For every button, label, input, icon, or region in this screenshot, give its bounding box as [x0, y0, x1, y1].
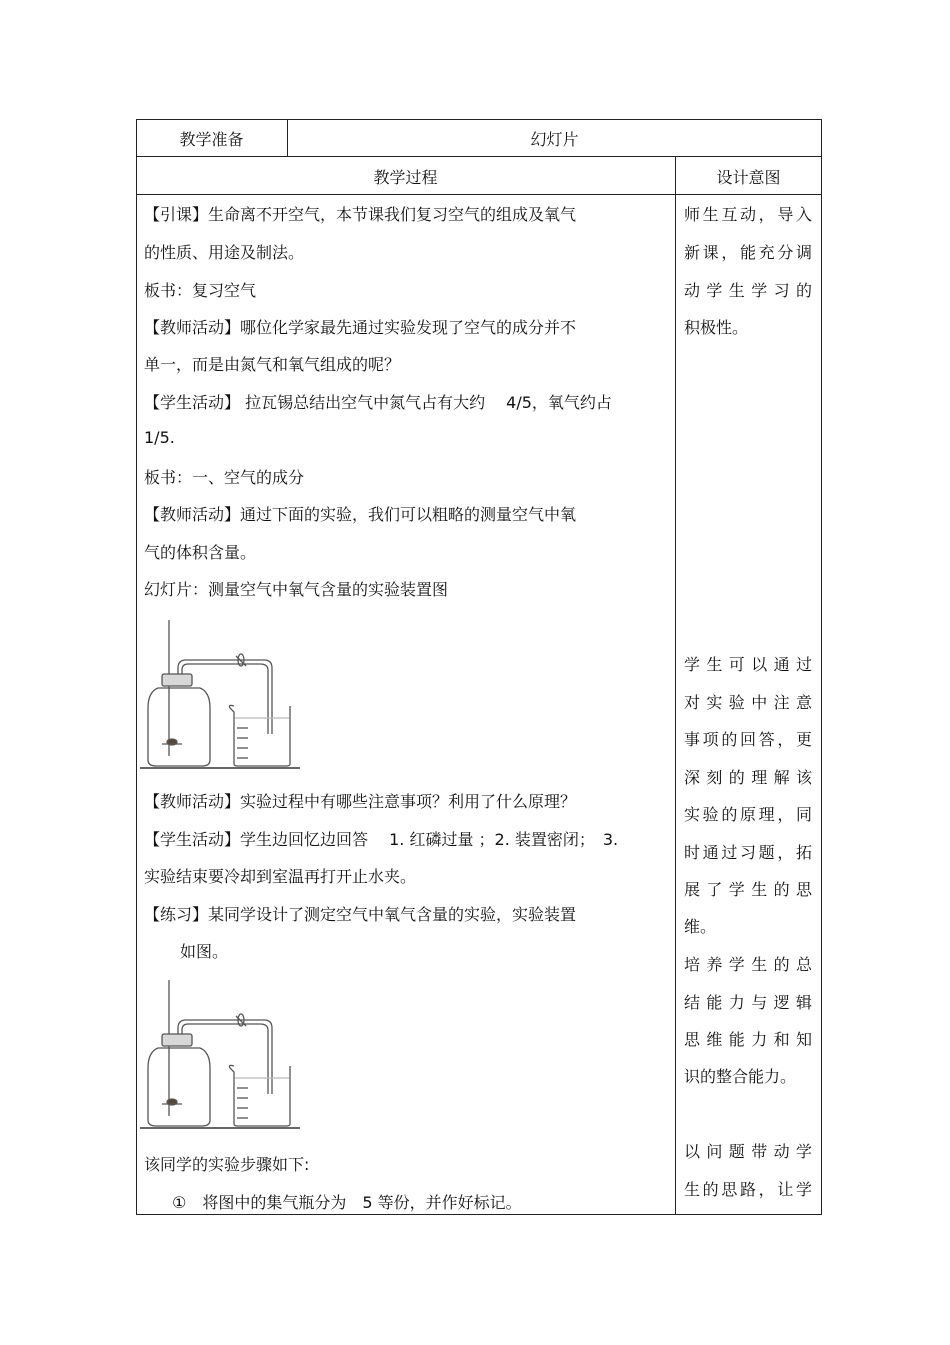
process-line: ① 将图中的集气瓶分为 5 等份，并作好标记。: [172, 1193, 522, 1212]
process-line: 的性质、用途及制法。: [144, 243, 305, 262]
process-line: 【教师活动】哪位化学家最先通过实验发现了空气的成分并不: [144, 318, 577, 337]
intent-line: 动学生学习的: [684, 281, 812, 300]
table-divider-intent: [675, 156, 676, 1215]
process-line: 【练习】某同学设计了测定空气中氧气含量的实验，实验装置: [144, 905, 577, 924]
process-column-header: 教学过程: [373, 168, 438, 187]
exercise-apparatus-diagram: [140, 976, 300, 1132]
prep-value: 幻灯片: [530, 130, 579, 149]
process-line: 板书：复习空气: [144, 281, 257, 300]
intent-line: 对实验中注意: [684, 693, 812, 712]
prep-label: 教学准备: [179, 130, 244, 149]
intent-line: 结能力与逻辑: [684, 993, 812, 1012]
intent-line: 维。: [684, 917, 717, 936]
process-line: 幻灯片：测量空气中氧气含量的实验装置图: [144, 580, 449, 599]
intent-line: 以问题带动学: [684, 1142, 812, 1161]
intent-line: 实验的原理，同: [684, 805, 812, 824]
intent-line: 时通过习题，拓: [684, 843, 812, 862]
intent-line: 事项的回答，更: [684, 730, 812, 749]
intent-line: 生的思路，让学: [684, 1180, 812, 1199]
process-line: 【引课】生命离不开空气，本节课我们复习空气的组成及氧气: [144, 205, 577, 224]
intent-column-header: 设计意图: [716, 168, 781, 187]
process-line: 单一，而是由氮气和氧气组成的呢？: [144, 355, 401, 374]
intent-line: 新课，能充分调: [684, 243, 812, 262]
process-line: 实验结束要冷却到室温再打开止水夹。: [144, 867, 417, 886]
intent-line: 深刻的理解该: [684, 768, 812, 787]
intent-line: 师生互动，导入: [684, 205, 812, 224]
process-line: 气的体积含量。: [144, 543, 257, 562]
table-divider-columns: [136, 194, 822, 195]
process-line: 板书：一、空气的成分: [144, 468, 305, 487]
process-line: 该同学的实验步骤如下:: [144, 1155, 310, 1174]
intent-line: 识的整合能力。: [684, 1067, 797, 1086]
intent-line: 积极性。: [684, 318, 749, 337]
process-line: 【教师活动】通过下面的实验，我们可以粗略的测量空气中氧: [144, 505, 577, 524]
process-line: 1/5.: [144, 428, 175, 447]
intent-line: 思维能力和知: [684, 1030, 812, 1049]
intent-line: 学生可以通过: [684, 655, 812, 674]
process-line: 【学生活动】 拉瓦锡总结出空气中氮气占有大约 4/5，氧气约占: [144, 393, 612, 412]
intent-line: 展了学生的思: [684, 880, 812, 899]
oxygen-apparatus-diagram: [140, 616, 300, 772]
process-line: 【学生活动】学生边回忆边回答 1. 红磷过量 ；2. 装置密闭； 3.: [144, 830, 619, 849]
process-line: 【教师活动】实验过程中有哪些注意事项？利用了什么原理？: [144, 792, 577, 811]
table-divider-header: [136, 156, 822, 157]
intent-line: 培养学生的总: [684, 955, 812, 974]
process-line: 如图。: [180, 942, 229, 961]
